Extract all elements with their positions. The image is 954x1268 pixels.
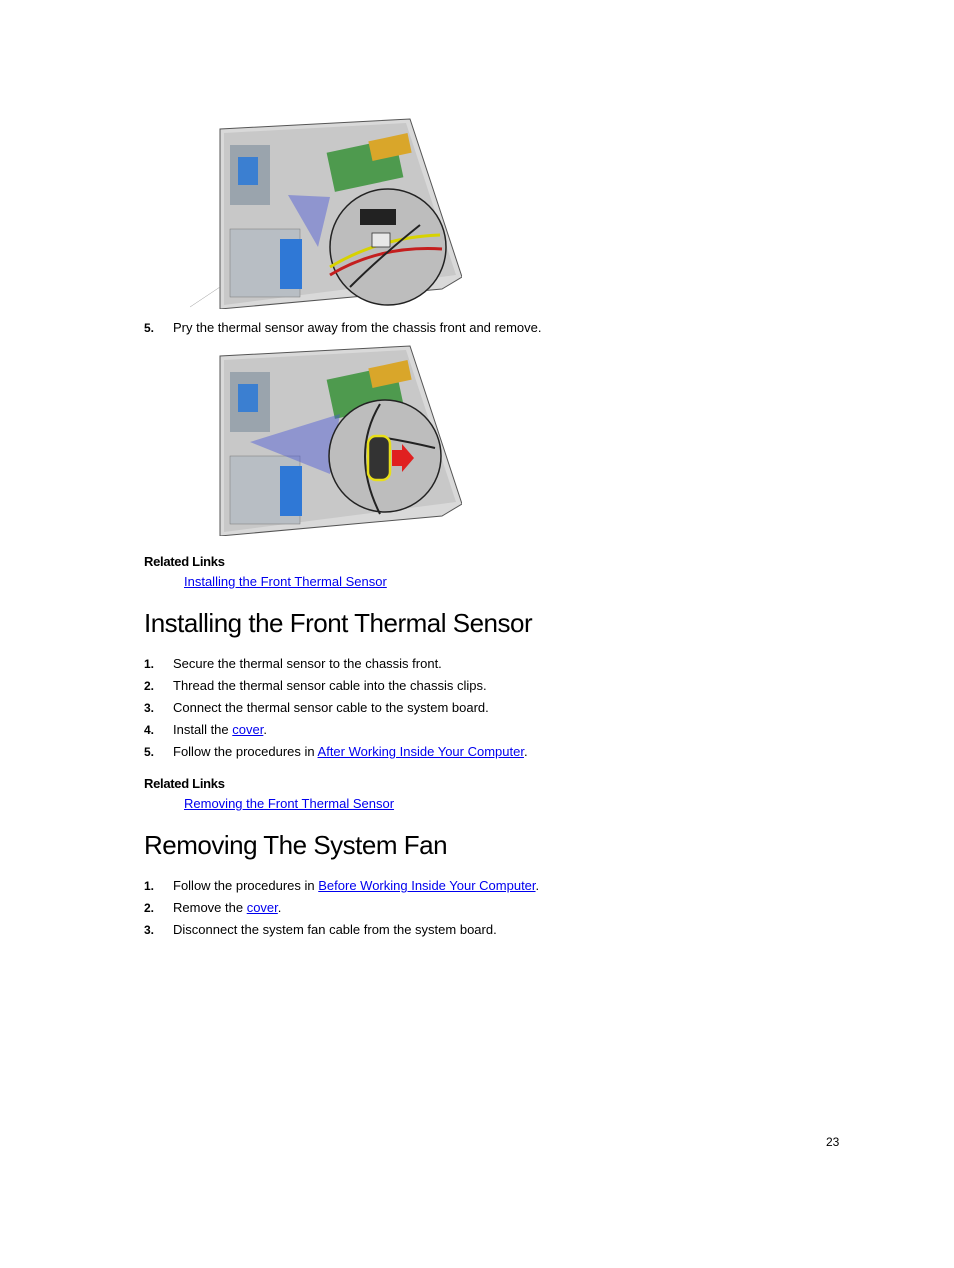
list-item [144, 722, 267, 738]
step-text-suffix: . [263, 722, 267, 737]
step-number: 4. [144, 723, 155, 737]
step-remove-thermal-sensor [144, 320, 542, 336]
link-cover[interactable]: cover [232, 722, 264, 737]
section-title-removing-system-fan: Removing The System Fan [144, 830, 448, 860]
link-before-working-inside-your-computer[interactable]: Before Working Inside Your Computer [318, 878, 536, 893]
step-text: Follow the procedures in [173, 744, 318, 759]
step-number: 1. [144, 657, 155, 671]
step-text: Secure the thermal sensor to the chassis front. [173, 656, 442, 671]
related-links-heading: Related Links [144, 554, 225, 569]
list-item [144, 878, 539, 894]
step-text: Pry the thermal sensor away from the chassis front and remove. [173, 320, 542, 335]
step-number: 5. [144, 321, 155, 335]
page-number: 23 [826, 1135, 840, 1149]
step-number: 3. [144, 701, 155, 715]
step-number: 5. [144, 745, 155, 759]
step-number: 1. [144, 879, 155, 893]
step-text: Connect the thermal sensor cable to the system board. [173, 700, 489, 715]
step-text-suffix: . [277, 900, 282, 915]
link-installing-front-thermal-sensor[interactable]: Installing the Front Thermal Sensor [184, 574, 387, 589]
step-number: 2. [144, 901, 155, 915]
list-item [144, 700, 489, 716]
step-text-suffix: . [535, 878, 540, 893]
step-text: Thread the thermal sensor cable into the chassis clips. [173, 678, 487, 693]
step-text: Disconnect the system fan cable from the system board. [173, 922, 497, 937]
related-links-heading: Related Links [144, 776, 225, 791]
section-title-installing-front-thermal-sensor: Installing the Front Thermal Sensor [144, 608, 533, 638]
link-cover[interactable]: cover [246, 900, 278, 915]
list-item [144, 922, 497, 938]
link-removing-front-thermal-sensor[interactable]: Removing the Front Thermal Sensor [184, 796, 395, 811]
step-text: Install the [173, 722, 233, 737]
chassis-cable-routing-figure [180, 117, 462, 309]
list-item [144, 900, 281, 916]
list-item [144, 656, 442, 672]
thermal-sensor-removal-figure [180, 344, 462, 536]
list-item [144, 744, 528, 760]
list-item [144, 678, 487, 694]
link-after-working-inside-your-computer[interactable]: After Working Inside Your Computer [317, 744, 524, 759]
step-number: 3. [144, 923, 155, 937]
step-text: Follow the procedures in [173, 878, 319, 893]
step-text: Remove the [173, 900, 247, 915]
step-text-suffix: . [523, 744, 528, 759]
step-number: 2. [144, 679, 155, 693]
